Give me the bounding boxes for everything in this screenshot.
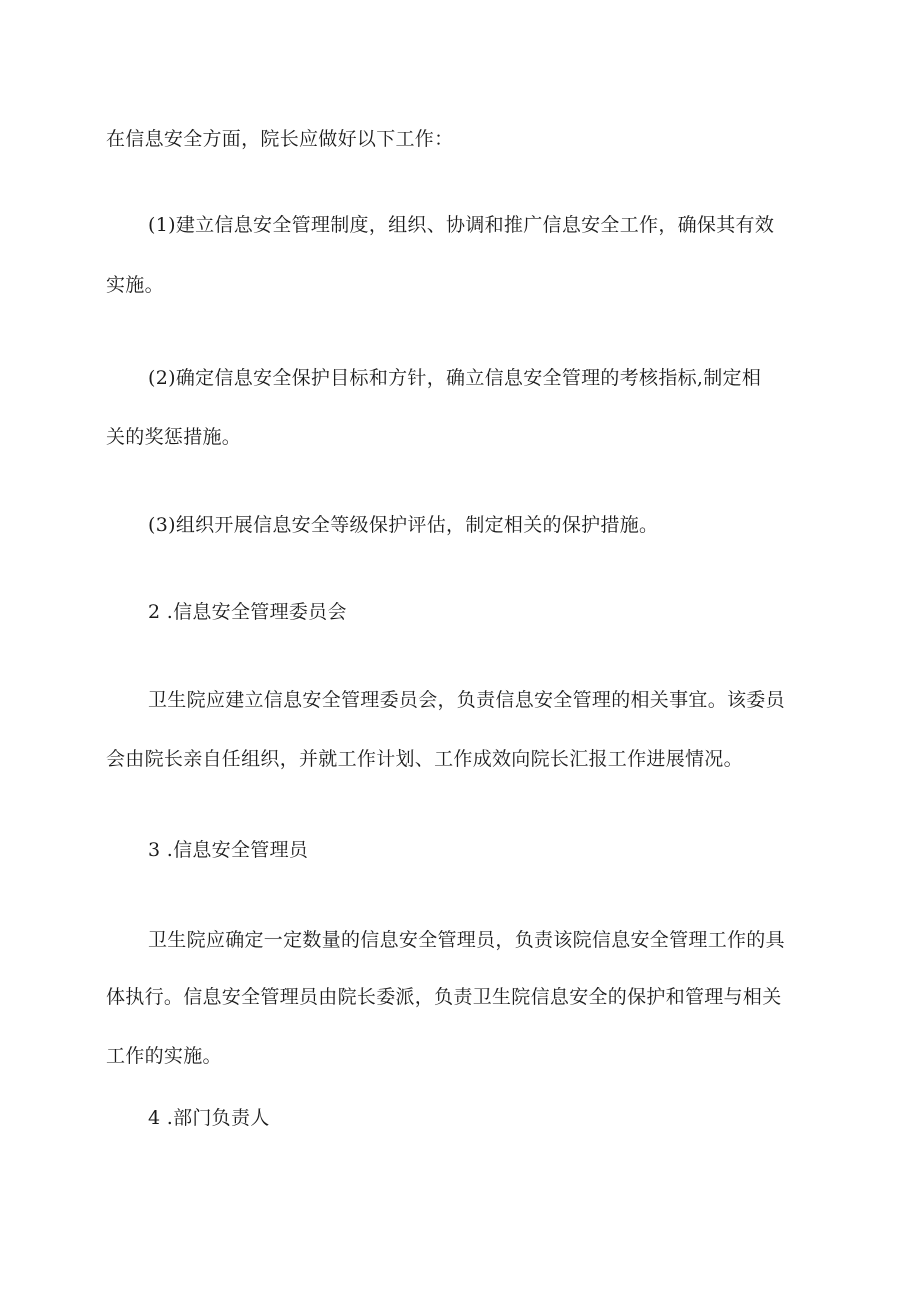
item-2-line-1: (2)确定信息安全保护目标和方针，确立信息安全管理的考核指标,制定相: [148, 367, 762, 389]
section-3-heading: 3 .信息安全管理员: [148, 839, 309, 861]
section-2-para-line-2: 会由院长亲自任组织，并就工作计划、工作成效向院长汇报工作进展情况。: [106, 748, 743, 770]
section-2-para-line-1: 卫生院应建立信息安全管理委员会，负责信息安全管理的相关事宜。该委员: [148, 689, 785, 711]
section-4-heading: 4 .部门负责人: [148, 1107, 270, 1129]
section-3-para-line-3: 工作的实施。: [106, 1045, 222, 1067]
item-1-line-1: (1)建立信息安全管理制度，组织、协调和推广信息安全工作，确保其有效: [148, 214, 775, 236]
section-3-para-line-2: 体执行。信息安全管理员由院长委派，负责卫生院信息安全的保护和管理与相关: [106, 986, 782, 1008]
section-2-heading: 2 .信息安全管理委员会: [148, 601, 347, 623]
item-2-line-2: 关的奖惩措施。: [106, 426, 242, 448]
intro-paragraph: 在信息安全方面，院长应做好以下工作：: [106, 128, 454, 150]
item-1-line-2: 实施。: [106, 274, 164, 296]
item-3-line-1: (3)组织开展信息安全等级保护评估，制定相关的保护措施。: [148, 514, 659, 536]
section-3-para-line-1: 卫生院应确定一定数量的信息安全管理员，负责该院信息安全管理工作的具: [148, 929, 785, 951]
